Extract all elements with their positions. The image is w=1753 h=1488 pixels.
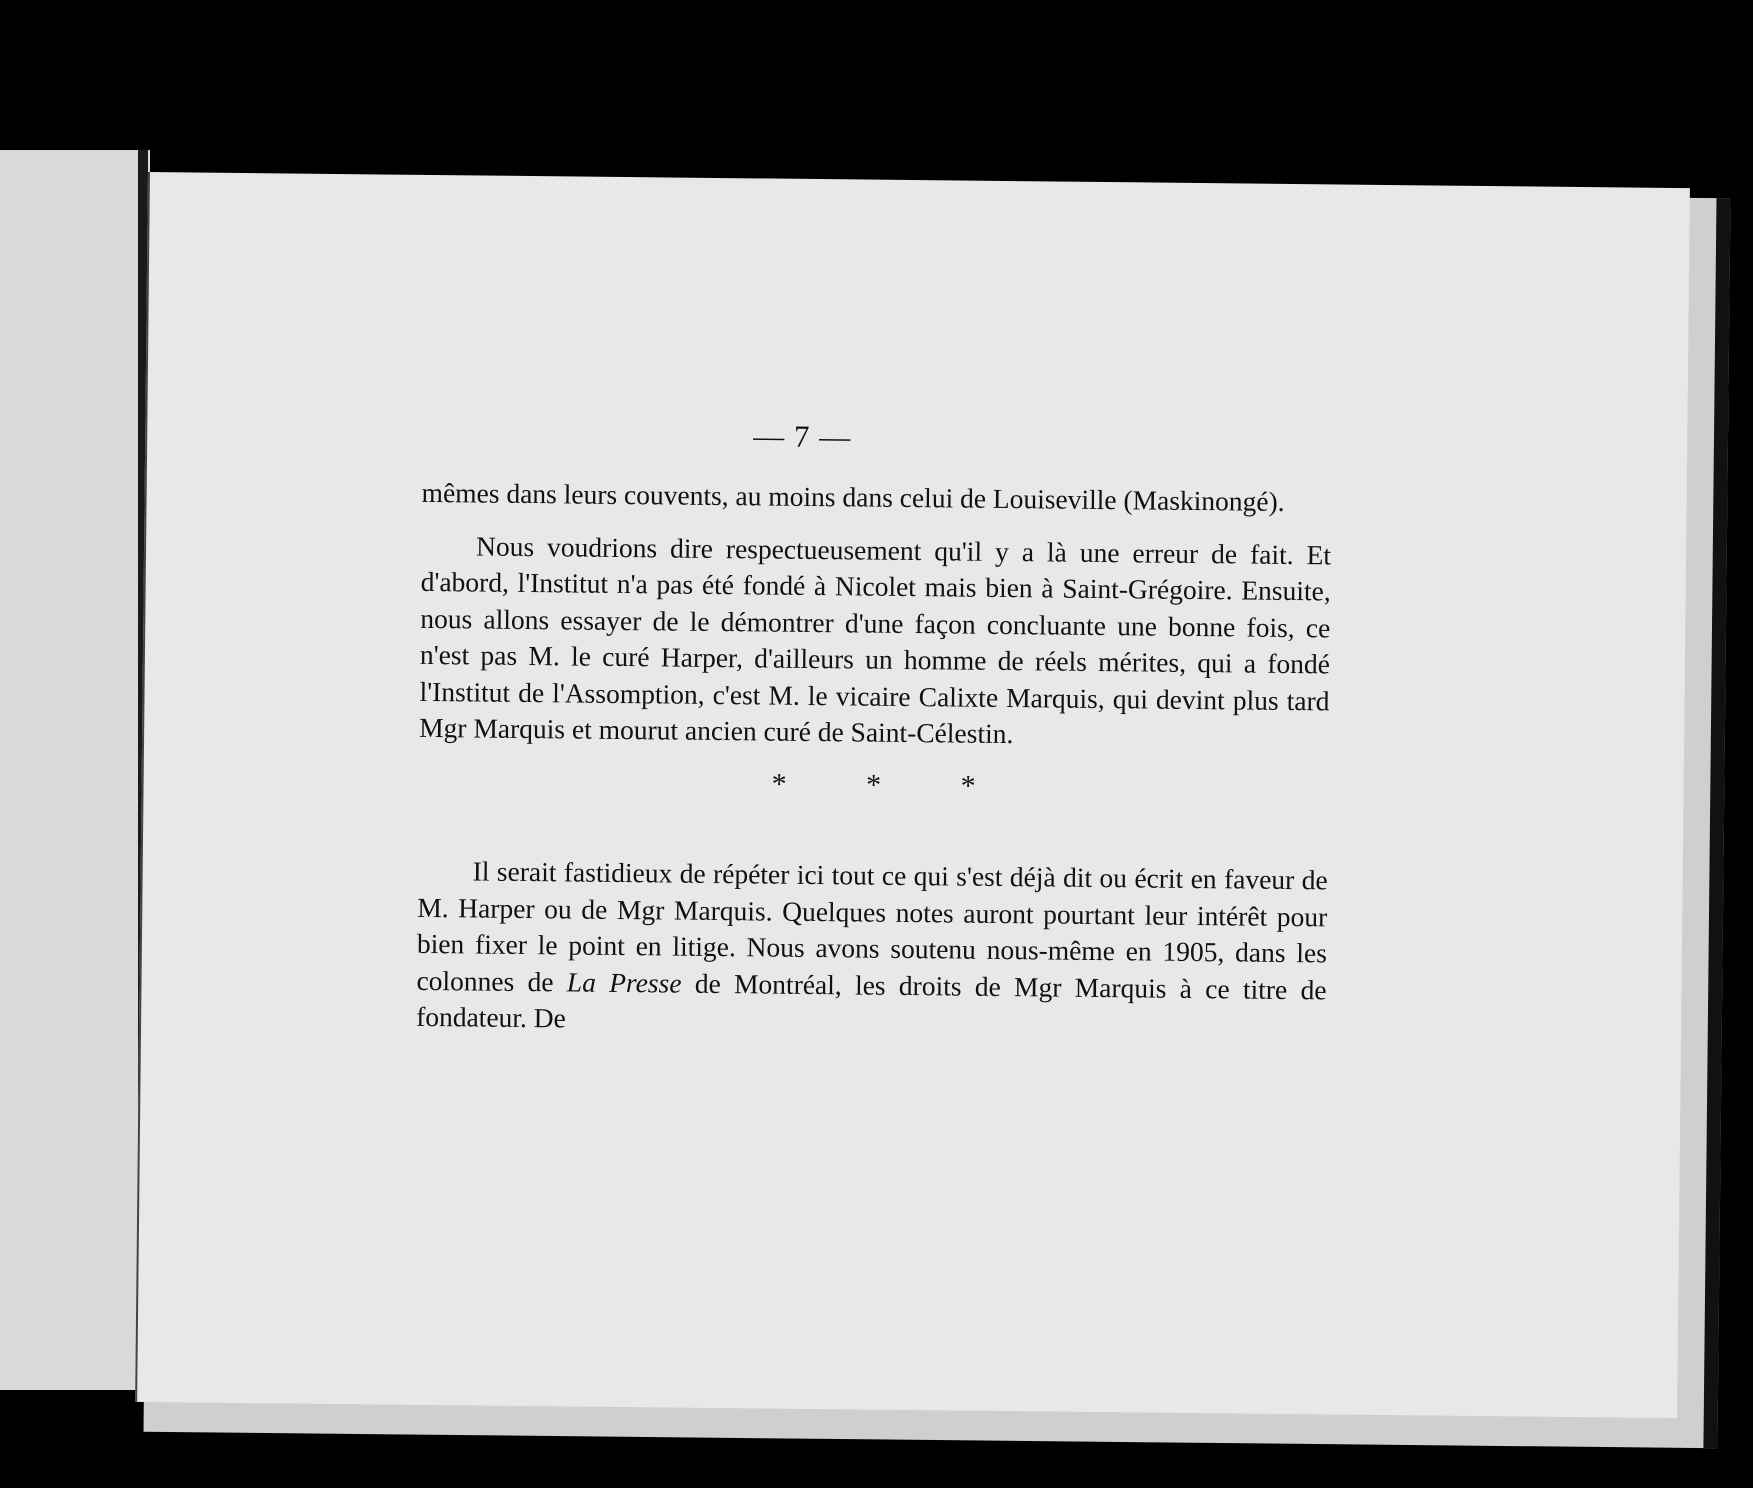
newspaper-title: La Presse: [566, 965, 682, 999]
paragraph-3-text-end: de Montréal, les droits de Mgr Marquis à ce titre de fondateur. De: [416, 967, 1327, 1034]
paragraph-2: Nous voudrions dire respectueusement qu'il y a là une erreur de fait. Et d'abord, l'Institut n'a pas été fondé à Nicolet mais bien à Saint-Grégoire. Ensuite, nous allons essayer de le démontrer d'une façon concluante une bonne fois, ce n'est pas M. le curé Harper, d'ailleurs un homme de réels mérites, qui a fondé l'Institut de l'Assomption, c'est M. le vicaire Calixte Marquis, qui devint plus tard Mgr Marquis et mourut ancien curé de Saint-Célestin.: [419, 529, 1332, 750]
page-number: — 7 —: [753, 418, 852, 455]
paragraph-3: [416, 853, 1328, 1045]
page-body: [416, 475, 1332, 1061]
left-page-margin: [0, 150, 150, 1390]
book-page: [135, 172, 1690, 1418]
section-separator: * * *: [771, 767, 1012, 803]
paragraph-1: mêmes dans leurs couvents, au moins dans celui de Louiseville (Maskinongé).: [421, 476, 1285, 517]
paragraph-3-text-start: Il serait fastidieux de répéter ici tout ce qui s'est déjà dit ou écrit en faveur de M. Harper ou de Mgr Marquis. Quelques notes auront pourtant leur intérêt pour bien fixer le point en litige. Nous avons soutenu nous-même en 1905, dans les colonnes de: [416, 855, 1328, 997]
